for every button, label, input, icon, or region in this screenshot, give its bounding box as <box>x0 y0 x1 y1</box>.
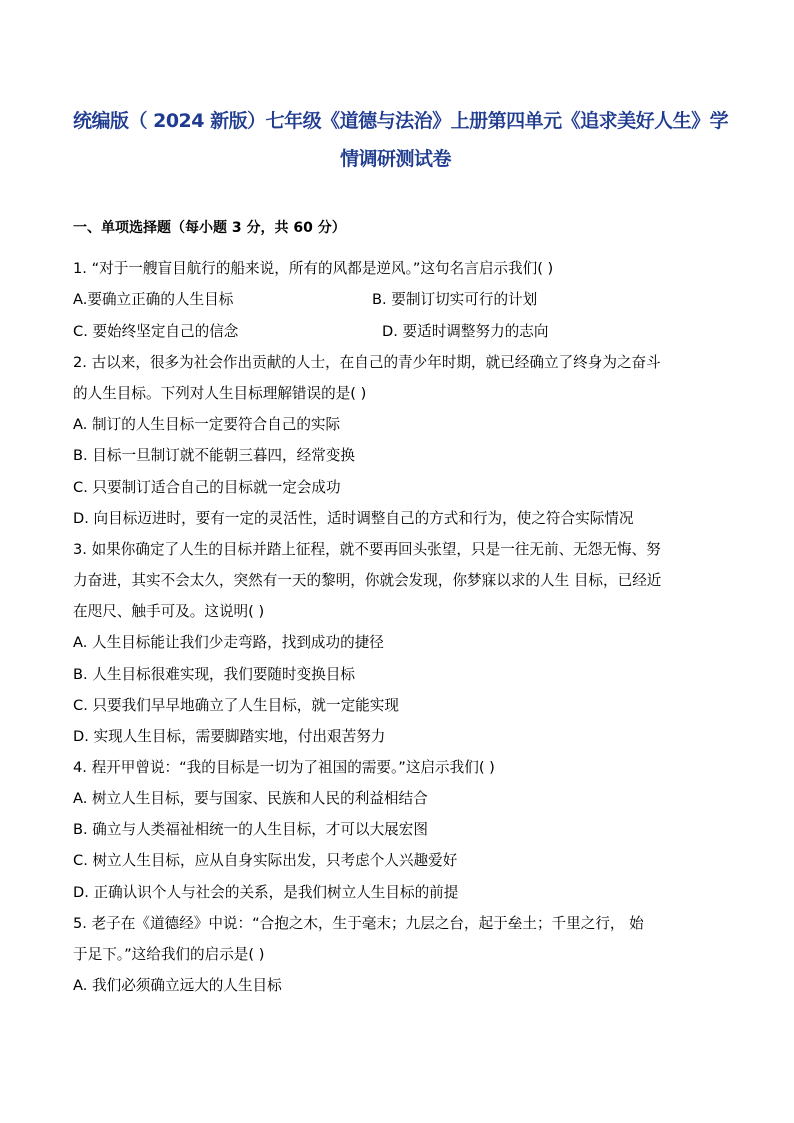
question-3-stem-line-3: 在咫尺、触手可及。这说明( ) <box>73 603 265 620</box>
question-3-option-b: B. 人生目标很难实现，我们要随时变换目标 <box>73 666 355 683</box>
question-5-stem-line-1: 5. 老子在《道德经》中说：“合抱之木，生于毫末；九层之台，起于垒土；千里之行， 始 <box>73 915 644 932</box>
question-3-option-a: A. 人生目标能让我们少走弯路，找到成功的捷径 <box>73 634 384 651</box>
question-3-option-c: C. 只要我们早早地确立了人生目标，就一定能实现 <box>73 697 399 714</box>
question-4-option-c: C. 树立人生目标，应从自身实际出发，只考虑个人兴趣爱好 <box>73 852 458 869</box>
question-5-option-a: A. 我们必须确立远大的人生目标 <box>73 977 282 994</box>
question-1-option-d: D. 要适时调整努力的志向 <box>382 323 549 340</box>
question-4-option-a: A. 树立人生目标，要与国家、民族和人民的利益相结合 <box>73 790 428 807</box>
question-3-option-d: D. 实现人生目标，需要脚踏实地，付出艰苦努力 <box>73 728 386 745</box>
question-2-stem-line-2: 的人生目标。下列对人生目标理解错误的是( ) <box>73 385 367 402</box>
document-title-line-2: 情调研测试卷 <box>340 148 452 170</box>
question-4-option-d: D. 正确认识个人与社会的关系，是我们树立人生目标的前提 <box>73 884 459 901</box>
question-3-stem-line-1: 3. 如果你确定了人生的目标并踏上征程，就不要再回头张望，只是一往无前、无怨无悔、努 <box>73 541 661 558</box>
question-4-option-b: B. 确立与人类福祉相统一的人生目标，才可以大展宏图 <box>73 821 428 838</box>
question-1-option-c: C. 要始终坚定自己的信念 <box>73 323 239 340</box>
question-2-option-a: A. 制订的人生目标一定要符合自己的实际 <box>73 416 341 433</box>
question-2-option-b: B. 目标一旦制订就不能朝三暮四，经常变换 <box>73 447 355 464</box>
question-5-stem-line-2: 于足下。”这给我们的启示是( ) <box>73 946 265 963</box>
question-2-stem-line-1: 2. 古以来，很多为社会作出贡献的人士，在自己的青少年时期，就已经确立了终身为之奋斗 <box>73 354 661 371</box>
question-4-stem: 4. 程开甲曾说：“我的目标是一切为了祖国的需要。”这启示我们( ) <box>73 759 495 776</box>
question-3-stem-line-2: 力奋进，其实不会太久，突然有一天的黎明，你就会发现，你梦寐以求的人生 目标，已经近 <box>73 572 662 589</box>
question-2-option-c: C. 只要制订适合自己的目标就一定会成功 <box>73 479 341 496</box>
question-1-option-a: A.要确立正确的人生目标 <box>73 291 234 308</box>
question-2-option-d: D. 向目标迈进时，要有一定的灵活性，适时调整自己的方式和行为，使之符合实际情况 <box>73 510 634 527</box>
document-title-line-1: 统编版（ 2024 新版）七年级《道德与法治》上册第四单元《追求美好人生》学 <box>73 110 729 132</box>
question-1-option-b: B. 要制订切实可行的计划 <box>372 291 538 308</box>
section-heading: 一、单项选择题（每小题 3 分，共 60 分） <box>73 220 346 236</box>
question-1-stem: 1. “对于一艘盲目航行的船来说，所有的风都是逆风。”这句名言启示我们( ) <box>73 260 554 277</box>
